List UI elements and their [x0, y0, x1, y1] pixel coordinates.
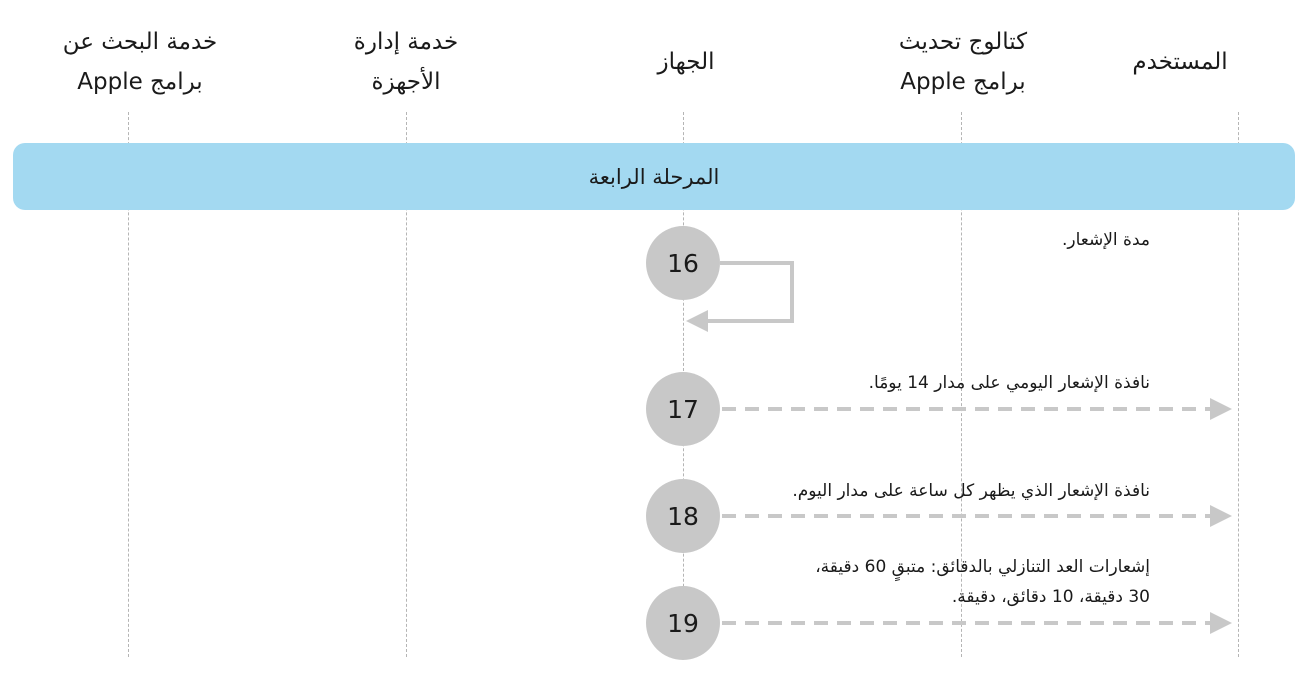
step-text: إشعارات العد التنازلي بالدقائق: متبقٍ 60 دقيقة،: [815, 557, 1150, 577]
step-label-17: [730, 368, 1150, 398]
lane-title-line: خدمة إدارة: [353, 29, 459, 55]
step-number: 17: [667, 394, 699, 424]
lane-title-line: المستخدم: [1132, 49, 1228, 75]
step-number-17: [646, 372, 720, 446]
arrowhead-right: [1210, 612, 1232, 634]
phase-label: المرحلة الرابعة: [588, 164, 720, 189]
step-text: مدة الإشعار.: [1062, 230, 1150, 250]
lane-title-line: الجهاز: [657, 49, 715, 75]
lane-title-line: كتالوج تحديث: [898, 29, 1028, 55]
step-text: نافذة الإشعار اليومي على مدار 14 يومًا.: [868, 373, 1150, 393]
step-text: نافذة الإشعار الذي يظهر كل ساعة على مدار اليوم.: [792, 481, 1150, 501]
arrowhead-right: [1210, 398, 1232, 420]
step-number: 19: [667, 608, 699, 638]
lane-title-line: برامج Apple: [900, 69, 1026, 95]
step-number: 18: [667, 501, 699, 531]
lane-title-line: خدمة البحث عن: [62, 29, 218, 55]
self-loop-arrow: [708, 263, 792, 321]
arrowhead-right: [1210, 505, 1232, 527]
lane-title-line: الأجهزة: [371, 69, 441, 95]
lane-title-line: برامج Apple: [77, 69, 203, 95]
step-label-19: [730, 552, 1150, 612]
step-label-16: [730, 225, 1150, 255]
step-number-18: [646, 479, 720, 553]
step-text: 30 دقيقة، 10 دقائق، دقيقة.: [951, 587, 1150, 607]
step-number-16: [646, 226, 720, 300]
arrowhead-left: [686, 310, 708, 332]
step-number-19: [646, 586, 720, 660]
step-label-18: [730, 476, 1150, 506]
step-number: 16: [667, 248, 699, 278]
